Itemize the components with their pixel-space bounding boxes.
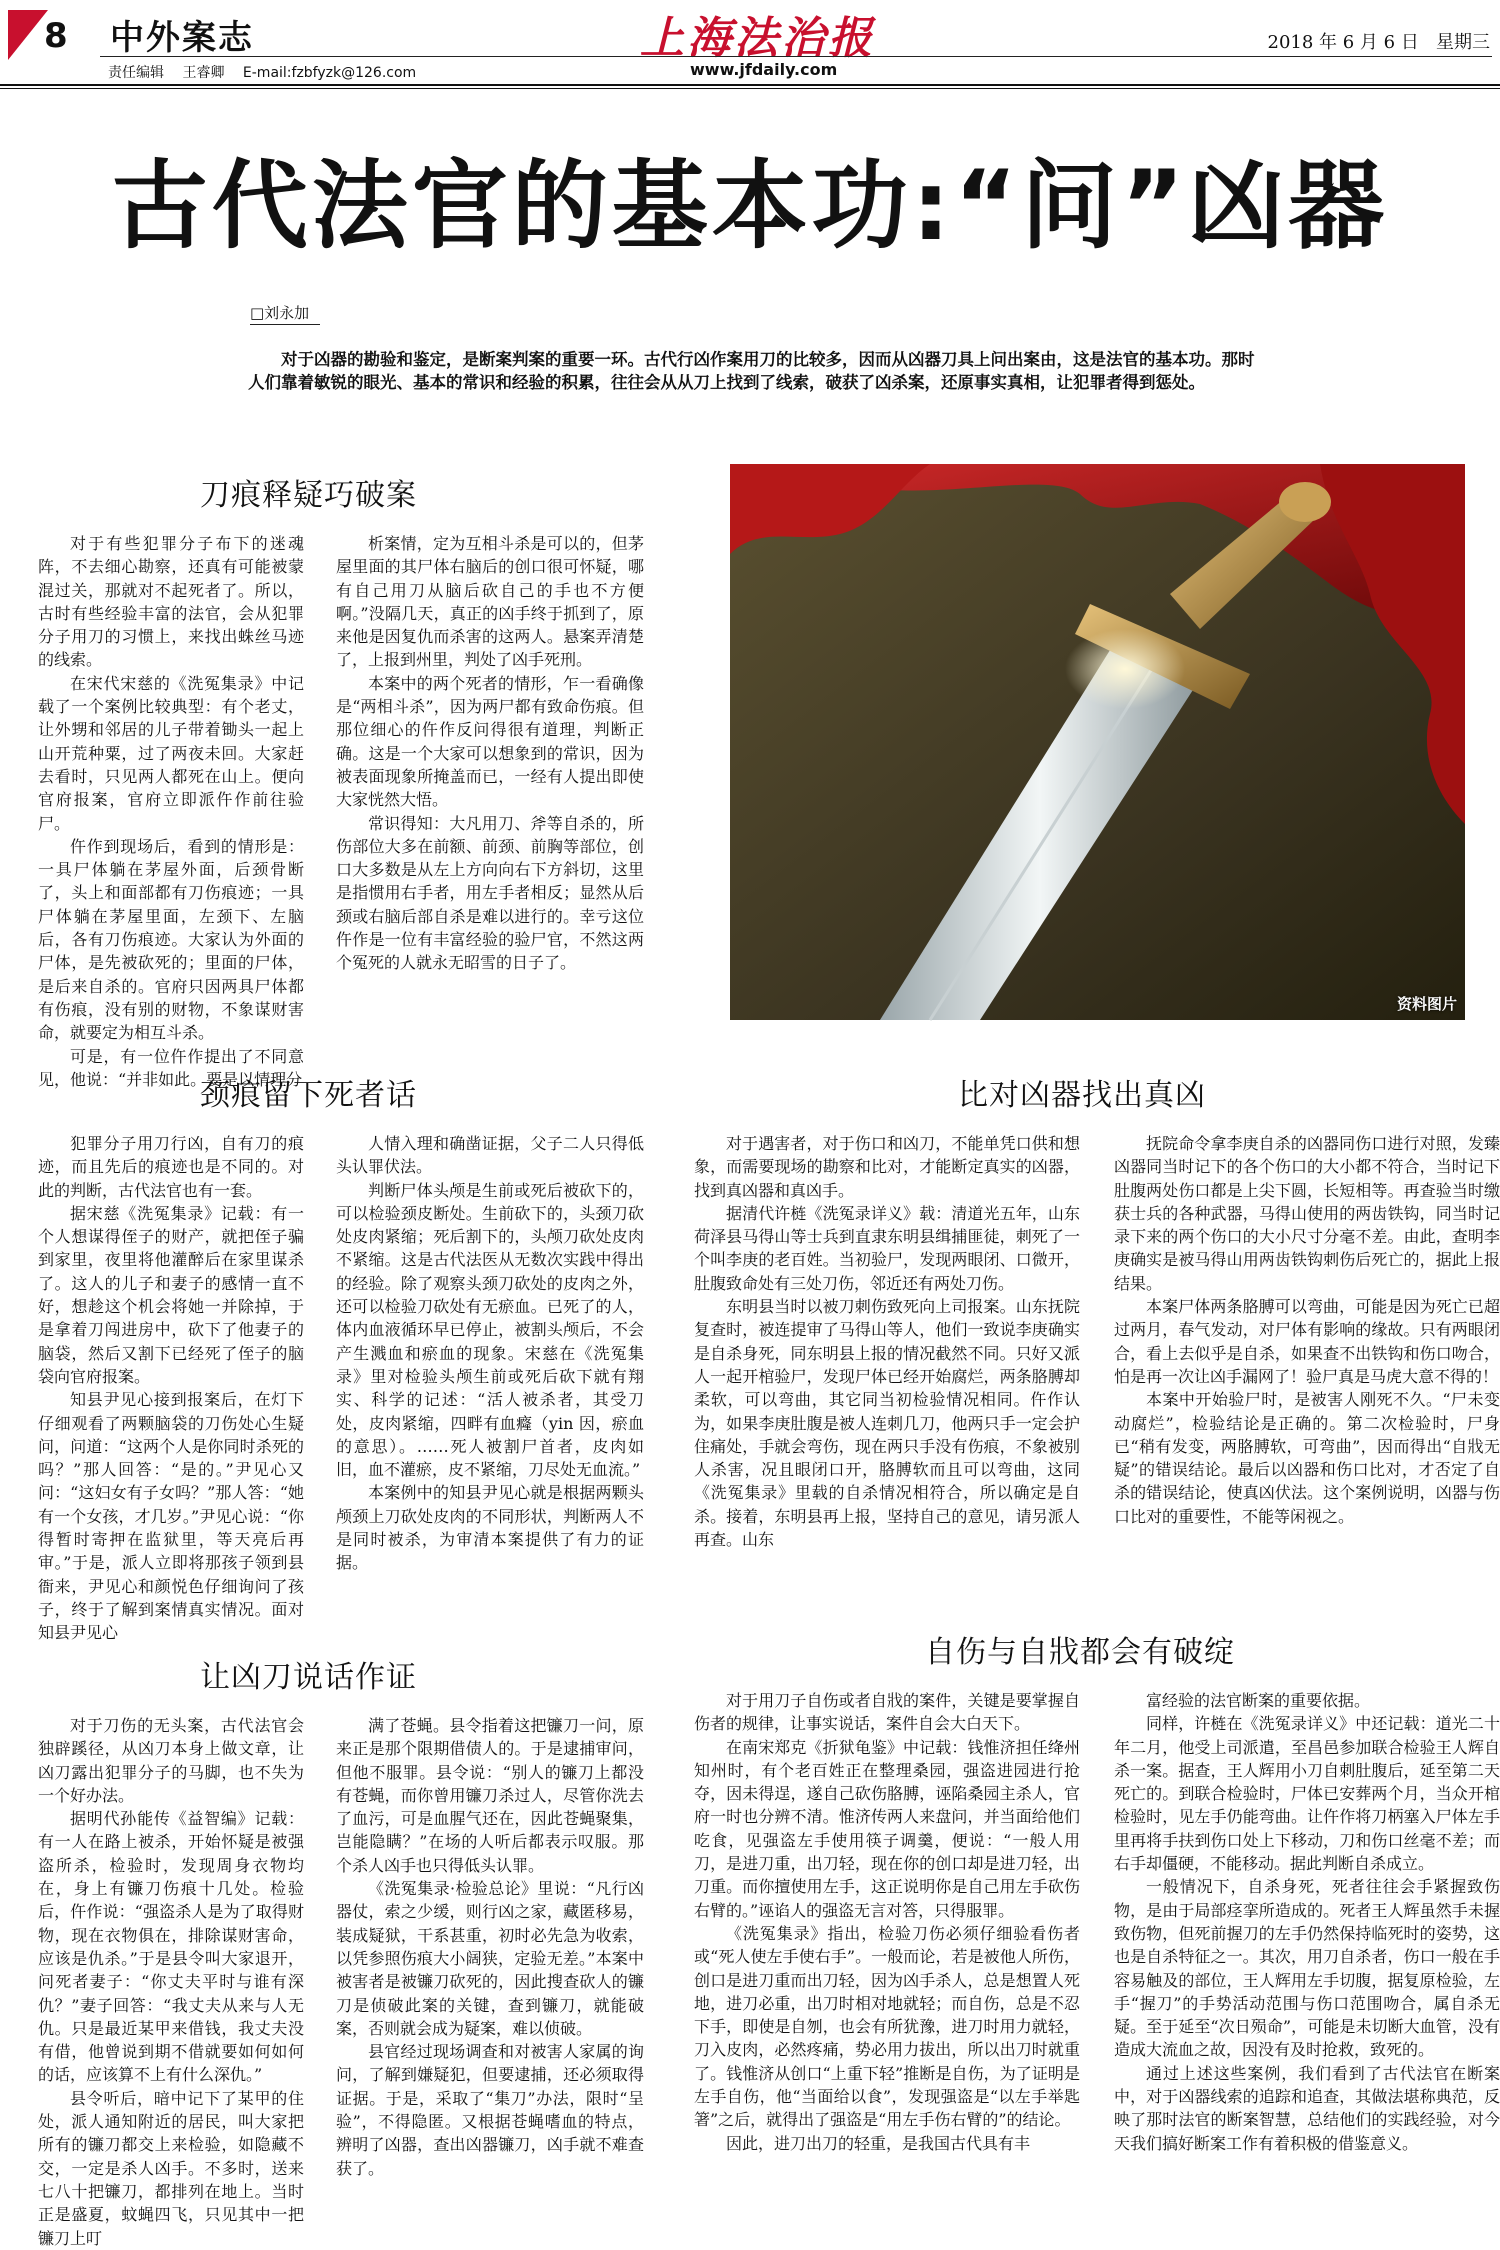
page-number: 8 [44,16,68,56]
header-rule [100,56,1492,57]
paragraph: 县令听后，暗中记下了某甲的住处，派人通知附近的居民，叫大家把所有的镰刀都交上来检验，如隐藏不交，一定是杀人凶手。不多时，送来七八十把镰刀，都排列在地上。当时正是盛夏，蚊蝇四飞，只见其中一把镰刀上叮 [38,2088,304,2248]
paragraph: 对于有些犯罪分子布下的迷魂阵，不去细心勘察，还真有可能被蒙混过关，那就对不起死者了。所以，古时有些经验丰富的法官，会从犯罪分子用刀的习惯上，来找出蛛丝马迹的线索。 [38,534,304,670]
paragraph: 可是，有一位仵作提出了不同意见，他说：“并非如此。要是以情理分 [38,1046,304,1089]
paragraph: 知县尹见心接到报案后，在灯下仔细观看了两颗脑袋的刀伤处心生疑问，问道：“这两个人是你同时杀死的吗？”那人回答：“是的。”尹见心又问：“这妇女有子女吗？”那人答：“她有一个女孩，才几岁。”尹见心说：“你得暂时寄押在监狱里，等天亮后再审。”于是，派人立即将那孩子领到县衙来，尹见心和颜悦色仔细询问了孩子，终于了解到案情真实情况。面对知县尹见心 [38,1390,304,1643]
paragraph: 在宋代宋慈的《洗冤集录》中记载了一个案例比较典型：有个老丈，让外甥和邻居的儿子带着锄头一起上山开荒种粟，过了两夜未回。大家赶去看时，只见两人都死在山上。便向官府报案，官府立即派仵作前往验尸。 [38,673,304,833]
article-column [694,1689,1080,2224]
article-column [336,1132,644,1638]
editor-line [108,62,430,82]
photo-credit: 资料图片 [1396,995,1457,1013]
date-text: 2018 年 6 月 6 日 [1267,32,1419,53]
editor-email: E-mail:fzbfyzk@126.com [242,65,417,81]
paragraph: 据明代孙能传《益智编》记载：有一人在路上被杀，开始怀疑是被强盗所杀，检验时，发现周身衣物均在，身上有镰刀伤痕十几处。检验后，仵作说：“强盗杀人是为了取得财物，现在衣物俱在，排除谋财害命，应该是仇杀。”于是县令叫大家退开，问死者妻子：“你丈夫平时与谁有深仇？”妻子回答：“我丈夫从来与人无仇。只是最近某甲来借钱，我丈夫没有借，他曾说到期不借就要如何如何的话，应该算不上有什么深仇。” [38,1809,304,2085]
sword-pommel [1279,482,1331,522]
paragraph: 本案例中的知县尹见心就是根据两颗头颅颈上刀砍处皮肉的不同形状，判断两人不是同时被杀，为审清本案提供了有力的证据。 [336,1483,644,1573]
header-double-rule [0,84,1500,86]
article-column [694,1132,1080,1638]
website-link[interactable]: www.jfdaily.com [690,60,838,79]
section-heading: 比对凶器找出真凶 [958,1078,1206,1113]
paragraph: 抚院命令拿李庚自杀的凶器同伤口进行对照，发臻凶器同当时记下的各个伤口的大小都不符合，当时记下肚腹两处伤口都是上尖下圆，长短相等。再查验当时缴获士兵的各种武器，马得山使用的两齿铁钩，同当时记录下来的两个伤口的大小尺寸分毫不差。由此，查明李庚确实是被马得山用两齿铁钩刺伤后死亡的，据此上报结果。 [1114,1134,1500,1293]
paragraph: 仵作到现场后，看到的情形是：一具尸体躺在茅屋外面，后颈骨断了，头上和面部都有刀伤痕迹；一具尸体躺在茅屋里面，左颈下、左脑后，各有刀伤痕迹。大家认为外面的尸体，是先被砍死的；里面的尸体，是后来自杀的。官府只因两具尸体都有伤痕，没有别的财物，不象谋财害命，就要定为相互斗杀。 [38,836,304,1043]
paragraph: 对于用刀子自伤或者自戕的案件，关键是要掌握自伤者的规律，让事实说话，案件自会大白天下。 [694,1691,1080,1734]
light-flare [1065,629,1185,709]
paragraph: 本案尸体两条胳膊可以弯曲，可能是因为死亡已超过两月，春气发动，对尸体有影响的缘故。只有两眼闭合，看上去似乎是自杀，如果查不出铁钩和伤口吻合，怕是再一次让凶手漏网了！验尸真是马虎大意不得的！ [1114,1297,1500,1386]
paragraph: 因此，进刀出刀的轻重，是我国古代具有丰 [726,2133,1031,2153]
paragraph: 县官经过现场调查和对被害人家属的询问，了解到嫌疑犯，但要逮捕，还必须取得证据。于是，采取了“集刀”办法，限时“呈验”，不得隐匿。又根据苍蝇嗜血的特点，辨明了凶器，查出凶器镰刀，凶手就不难查获了。 [336,2042,644,2178]
paragraph: 一般情况下，自杀身死，死者往往会手紧握致伤物，是由于局部痉挛所造成的。死者王人辉虽然手未握致伤物，但死前握刀的左手仍然保持临死时的姿势，这也是自杀特征之一。其次，用刀自杀者，伤口一般在手容易触及的部位，王人辉用左手切腹，据复原检验，左手“握刀”的手势活动范围与伤口范围吻合，属自杀无疑。至于延至“次日殒命”，可能是未切断大血管，没有造成大流血之故，因没有及时抢救，致死的。 [1114,1877,1500,2060]
paragraph: 本案中的两个死者的情形，乍一看确像是“两相斗杀”，因为两尸都有致命伤痕。但那位细心的仵作反问得很有道理，判断正确。这是一个大家可以想象到的常识，因为被表面现象所掩盖而已，一经有人提出即使大家恍然大悟。 [336,673,644,810]
paragraph: 《洗冤集录·检验总论》里说：“凡行凶器仗，索之少缓，则行凶之家，藏匿移易，装成疑狱，干系甚重，初时必先急为收索，以凭参照伤痕大小阔狭，定验无差。”本案中被害者是被镰刀砍死的，因此搜查砍人的镰刀是侦破此案的关键，查到镰刀，就能破案，否则就会成为疑案，难以侦破。 [336,1879,644,2038]
article-column [1114,1132,1500,1638]
headline: 古代法官的基本功:“问”凶器 [111,150,1389,262]
lead-paragraph: 对于凶器的勘验和鉴定，是断案判案的重要一环。古代行凶作案用刀的比较多，因而从凶器刀具上问出案由，这是法官的基本功。那时人们靠着敏锐的眼光、基本的常识和经验的积累，往往会从从刀上找到了线索，破获了凶杀案，还原事实真相，让犯罪者得到惩处。 [248,350,1255,392]
paragraph: 《洗冤集录》指出，检验刀伤必须仔细验看伤者或“死人使左手使右手”。一般而论，若是被他人所伤，创口是进刀重而出刀轻，因为凶手杀人，总是想置人死地，进刀必重，出刀时相对地就轻；而自伤，总是不忍下手，即使是自刎，也会有所犹豫，进刀时用力就轻，刀入皮肉，必然疼痛，势必用力拔出，所以出刀时就重了。钱惟济从创口“上重下轻”推断是自伤，为了证明是左手自伤，他“当面给以食”，发现强盗是“以左手举匙箸”之后，就得出了强盗是“用左手伤右臂的”的结论。 [694,1923,1080,2130]
page-number-badge [8,10,74,60]
paragraph: 通过上述这些案例，我们看到了古代法官在断案中，对于凶器线索的追踪和追查，其做法堪称典范，反映了那时法官的断案智慧，总结他们的实践经验，对今天我们搞好断案工作有着积极的借鉴意义。 [1114,2063,1500,2153]
paragraph: 判断尸体头颅是生前或死后被砍下的，可以检验颈皮断处。生前砍下的，头颈刀砍处皮肉紧缩；死后割下的，头颅刀砍处皮肉不紧缩。这是古代法医从无数次实践中得出的经验。除了观察头颈刀砍处的皮肉之外，还可以检验刀砍处有无瘀血。已死了的人，体内血液循环早已停止，被割头颅后，不会产生溅血和瘀血的现象。宋慈在《洗冤集录》里对检验头颅生前或死后砍下就有翔实、科学的记述：“活人被杀者，其受刀处，皮肉紧缩，四畔有血癃（yin 因，瘀血的意思）。……死人被割尸首者，皮肉如旧，血不灌瘀，皮不紧缩，刀尽处无血流。” [336,1180,644,1480]
editor-label: 责任编辑 [108,65,164,81]
article-column [336,1714,644,2224]
paragraph: 犯罪分子用刀行凶，自有刀的痕迹，而且先后的痕迹也是不同的。对此的判断，古代法官也有一套。 [38,1134,304,1200]
weekday-text: 星期三 [1436,32,1490,53]
article-column [1114,1689,1500,2224]
byline: □刘永加 [250,304,310,322]
paragraph: 对于刀伤的无头案，古代法官会独辟蹊径，从凶刀本身上做文章，让凶刀露出犯罪分子的马脚，也不失为一个好办法。 [38,1716,304,1805]
paragraph: 对于遇害者，对于伤口和凶刀，不能单凭口供和想象，而需要现场的勘察和比对，才能断定真实的凶器，找到真凶器和真凶手。 [694,1134,1080,1200]
article-column [38,532,304,1089]
paragraph: 人情入理和确凿证据，父子二人只得低头认罪伏法。 [336,1134,644,1177]
paragraph: 在南宋郑克《折狱龟鉴》中记载：钱惟济担任绛州知州时，有个老百姓正在整理桑园，强盗进园进行抢夺，因未得逞，遂自己砍伤胳膊，诬陷桑园主杀人，官府一时也分辨不清。惟济传两人来盘问，并当面给他们吃食，见强盗左手使用筷子调羹，便说：“一般人用刀，是进刀重，出刀轻，现在你的创口却是进刀轻，出刀重。而你擅使用左手，这正说明你是自己用左手砍伤右臂的。”诬谄人的强盗无言对答，只得服罪。 [694,1737,1080,1920]
paragraph: 富经验的法官断案的重要依据。 [1146,1691,1371,1710]
paragraph: 本案中开始验尸时，是被害人刚死不久。“尸未变动腐烂”，检验结论是正确的。第二次检验时，尸身已“稍有发变，两胳膊软，可弯曲”，因而得出“自戕无疑”的错误结论。最后以凶器和伤口比对，才否定了自杀的错误结论，使真凶伏法。这个案例说明，凶器与伤口比对的重要性，不能等闲视之。 [1114,1390,1500,1526]
section-heading: 刀痕释疑巧破案 [200,478,417,513]
section-heading: 自伤与自戕都会有破绽 [925,1635,1235,1670]
paragraph: 东明县当时以被刀刺伤致死向上司报案。山东抚院复查时，被连提审了马得山等人，他们一致说李庚确实是自杀身死，同东明县上报的情况截然不同。只好又派人一起开棺验尸，发现尸体已经开始腐烂，两条胳膊却柔软，可以弯曲，其它同当初检验情况相同。仵作认为，如果李庚肚腹是被人连刺几刀，他两只手一定会护住痛处，手就会弯伤，现在两只手没有伤痕，不象被别人杀害，况且眼闭口开，胳膊软而且可以弯曲，这同《洗冤集录》里载的自杀情况相符合，所以确定是自杀。接着，东明县再上报，坚持自己的意见，请另派人再查。山东 [694,1297,1080,1550]
article-column [38,1714,304,2248]
newspaper-logo: 上海法治报 [640,13,875,64]
paragraph: 据宋慈《洗冤集录》记载：有一个人想谋得侄子的财产，就把侄子骗到家里，夜里将他灌醉后在家里谋杀了。这人的儿子和妻子的感情一直不好，想趁这个机会将她一并除掉，于是拿着刀闯进房中，砍下了他妻子的脑袋，然后又割下已经死了侄子的脑袋向官府报案。 [38,1203,304,1386]
paragraph: 析案情，定为互相斗杀是可以的，但茅屋里面的其尸体右脑后的创口很可怀疑，哪有自己用刀从脑后砍自己的手也不方便啊。”没隔几天，真正的凶手终于抓到了，原来他是因复仇而杀害的这两人。悬案弄清楚了，上报到州里，判处了凶手死刑。 [336,534,644,670]
header-double-rule-thin [0,88,1500,89]
paragraph: 常识得知：大凡用刀、斧等自杀的，所伤部位大多在前额、前颈、前胸等部位，创口大多数是从左上方向向右下方斜切，这里是指惯用右手者，用左手者相反；显然从后颈或右脑后部自杀是难以进行的。幸亏这位仵作是一位有丰富经验的验尸官，不然这两个冤死的人就永无昭雪的日子了。 [336,813,644,973]
byline-underline [250,324,320,325]
section-heading: 颈痕留下死者话 [200,1078,417,1113]
badge-triangle [8,10,48,60]
section-heading: 让凶刀说话作证 [200,1660,417,1695]
article-column [38,1132,304,1643]
paragraph: 据清代许梿《洗冤录详义》载：清道光五年，山东荷泽县马得山等士兵到直隶东明县缉捕匪徒，刺死了一个叫李庚的老百姓。当初验尸，发现两眼闭、口微开，肚腹致命处有三处刀伤，邻近还有两处刀伤。 [694,1203,1080,1293]
issue-date [1268,28,1491,54]
section-name: 中外案志 [110,18,254,58]
editor-name: 王睿卿 [182,65,225,81]
paragraph: 满了苍蝇。县令指着这把镰刀一问，原来正是那个限期借债人的。于是逮捕审问，但他不服罪。县令说：“别人的镰刀上都没有苍蝇，而你曾用镰刀杀过人，尽管你洗去了血污，可是血腥气还在，因此苍蝇聚集，岂能隐瞒？”在场的人听后都表示叹服。那个杀人凶手也只得低头认罪。 [336,1716,644,1875]
paragraph: 同样，许梿在《洗冤录详义》中还记载：道光二十年二月，他受上司派遣，至昌邑参加联合检验王人辉自杀一案。据查，王人辉用小刀自刺肚腹后，延至第二天死亡的。到联合检验时，尸体已安葬两个月，当众开棺检验时，见左手仍能弯曲。让仵作将刀柄塞入尸体左手里再将手扶到伤口处上下移动，刀和伤口丝毫不差；而右手却僵硬，不能移动。据此判断自杀成立。 [1114,1714,1500,1874]
sword-photo [730,464,1465,1020]
sword-illustration [730,464,1465,1020]
article-column [336,532,644,1022]
